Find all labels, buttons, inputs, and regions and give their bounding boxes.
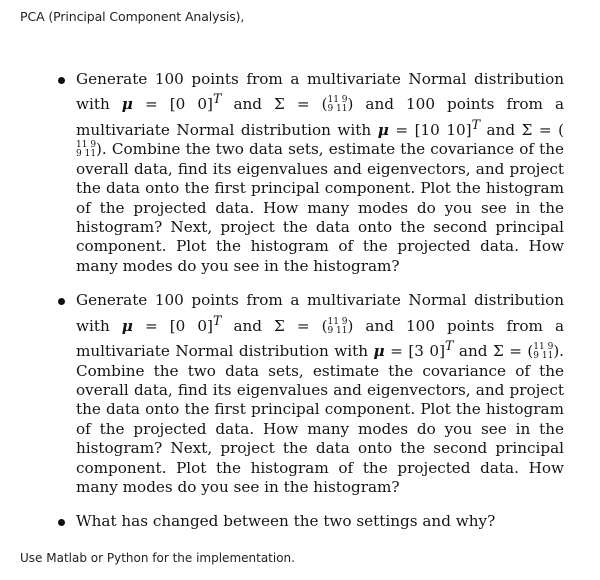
and-text: and <box>453 342 493 361</box>
cov-row-2: 9 11 <box>533 351 554 362</box>
mu-vector-1: [0 0] <box>169 316 213 335</box>
bullet-1-intro: Generate 100 points from a multivariate Normal distribution with <box>76 70 564 114</box>
equals-sign: = <box>132 95 158 114</box>
bullet-2-intro: Generate 100 points from a multivariate Normal distribution with <box>76 291 564 335</box>
cov-matrix <box>327 96 347 114</box>
and-text: and <box>221 316 275 335</box>
sigma-symbol: Σ <box>274 316 285 335</box>
bullet-1-tail: . Combine the two data sets, estimate the covariance of the overall data, find its eigenvalues and eigenvectors, and project the data onto the first principal component. Plot the histogram of the projected data. How many modes do you see in the histogram? Next, project the data onto the second principal component. Plot the histogram of the projected data. How many modes do you see in the histogram? <box>76 140 564 275</box>
bullet-dot <box>58 77 65 84</box>
equals-sign-2: = <box>532 120 559 139</box>
mu-vector-2: [10 10] <box>414 120 472 139</box>
cov-row-1: 11 9 <box>533 342 554 353</box>
equals-sign: = <box>132 316 158 335</box>
mu-symbol: μ <box>121 316 133 335</box>
bullet-item-2: Generate 100 points from a multivariate Normal distribution with μ = [0 0]$^T$ and Σ = ( 11 9 9 11 ) and 100 points from a multivariate Normal distribution with μ = [3 0]$^T$ and Σ = ( 11 9 9 11 ). Combine the two data sets, estimate the covariance of the overall data, find its eigenvalues and eigenvectors, and project the data onto the first principal component. Plot the histogram of the projected data. How many modes do you see in the histogram? Next, project the data onto the second principal component. Plot the histogram of the projected data. How many modes do you see in the histogram? <box>58 291 564 497</box>
equals-sign-2: = <box>503 342 528 361</box>
cov-row-2: 9 11 <box>327 104 348 115</box>
page-heading: PCA (Principal Component Analysis), <box>20 9 245 24</box>
sigma-symbol: Σ <box>274 95 285 114</box>
cov-matrix <box>327 318 347 336</box>
mu-symbol: μ <box>377 120 389 139</box>
cov-row-1: 11 9 <box>76 140 97 151</box>
cov-row-1: 11 9 <box>327 316 348 327</box>
bullet-dot <box>58 298 65 305</box>
mu-vector-1: [0 0] <box>169 95 213 114</box>
mu-symbol: μ <box>373 342 385 361</box>
bullet-item-3 <box>58 512 564 531</box>
footer-note: Use Matlab or Python for the implementation. <box>20 551 295 565</box>
cov-row-2: 9 11 <box>327 325 348 336</box>
bullet-2-mid: and 100 points from a multivariate Normal distribution with <box>76 316 564 361</box>
bullet-3-text: What has changed between the two settings and why? <box>76 512 496 531</box>
cov-matrix <box>533 343 553 361</box>
bullet-item-1: Generate 100 points from a multivariate Normal distribution with μ = [0 0]$^T$ and Σ = ( 11 9 9 11 ) and 100 points from a multivariate Normal distribution with μ = [10 10]$^T$ and Σ = ( 11 9 9 11 ). Combine the two data sets, estimate the covariance of the overall data, find its eigenvalues and eigenvectors, and project the data onto the first principal component. Plot the histogram of the projected data. How many modes do you see in the histogram? Next, project the data onto the second principal component. Plot the histogram of the projected data. How many modes do you see in the histogram? <box>58 70 564 276</box>
transpose-sup: T <box>212 312 222 328</box>
sigma-symbol: Σ <box>492 342 504 361</box>
and-text: and <box>221 95 275 114</box>
mu-symbol: μ <box>121 95 133 114</box>
mu-vector-2: [3 0] <box>408 342 445 361</box>
equals-sign-2: = <box>284 95 322 114</box>
bullet-list <box>58 70 564 547</box>
bullet-1-mid: and 100 points from a multivariate Normal distribution with <box>76 95 564 139</box>
sigma-symbol: Σ <box>521 120 533 139</box>
cov-matrix <box>76 141 96 159</box>
bullet-2-tail: . Combine the two data sets, estimate the covariance of the overall data, find its eigenvalues and eigenvectors, and project the data onto the first principal component. Plot the histogram of the projected data. How many modes do you see in the histogram? Next, project the data onto the second principal component. Plot the histogram of the projected data. How many modes do you see in the histogram? <box>76 342 564 496</box>
cov-row-1: 11 9 <box>327 95 348 106</box>
bullet-dot <box>58 519 65 526</box>
transpose-sup: T <box>212 91 222 107</box>
cov-row-2: 9 11 <box>76 149 97 160</box>
equals-sign-2: = <box>284 316 322 335</box>
transpose-sup: T <box>445 338 454 354</box>
transpose-sup: T <box>471 116 481 132</box>
and-text: and <box>480 120 522 139</box>
